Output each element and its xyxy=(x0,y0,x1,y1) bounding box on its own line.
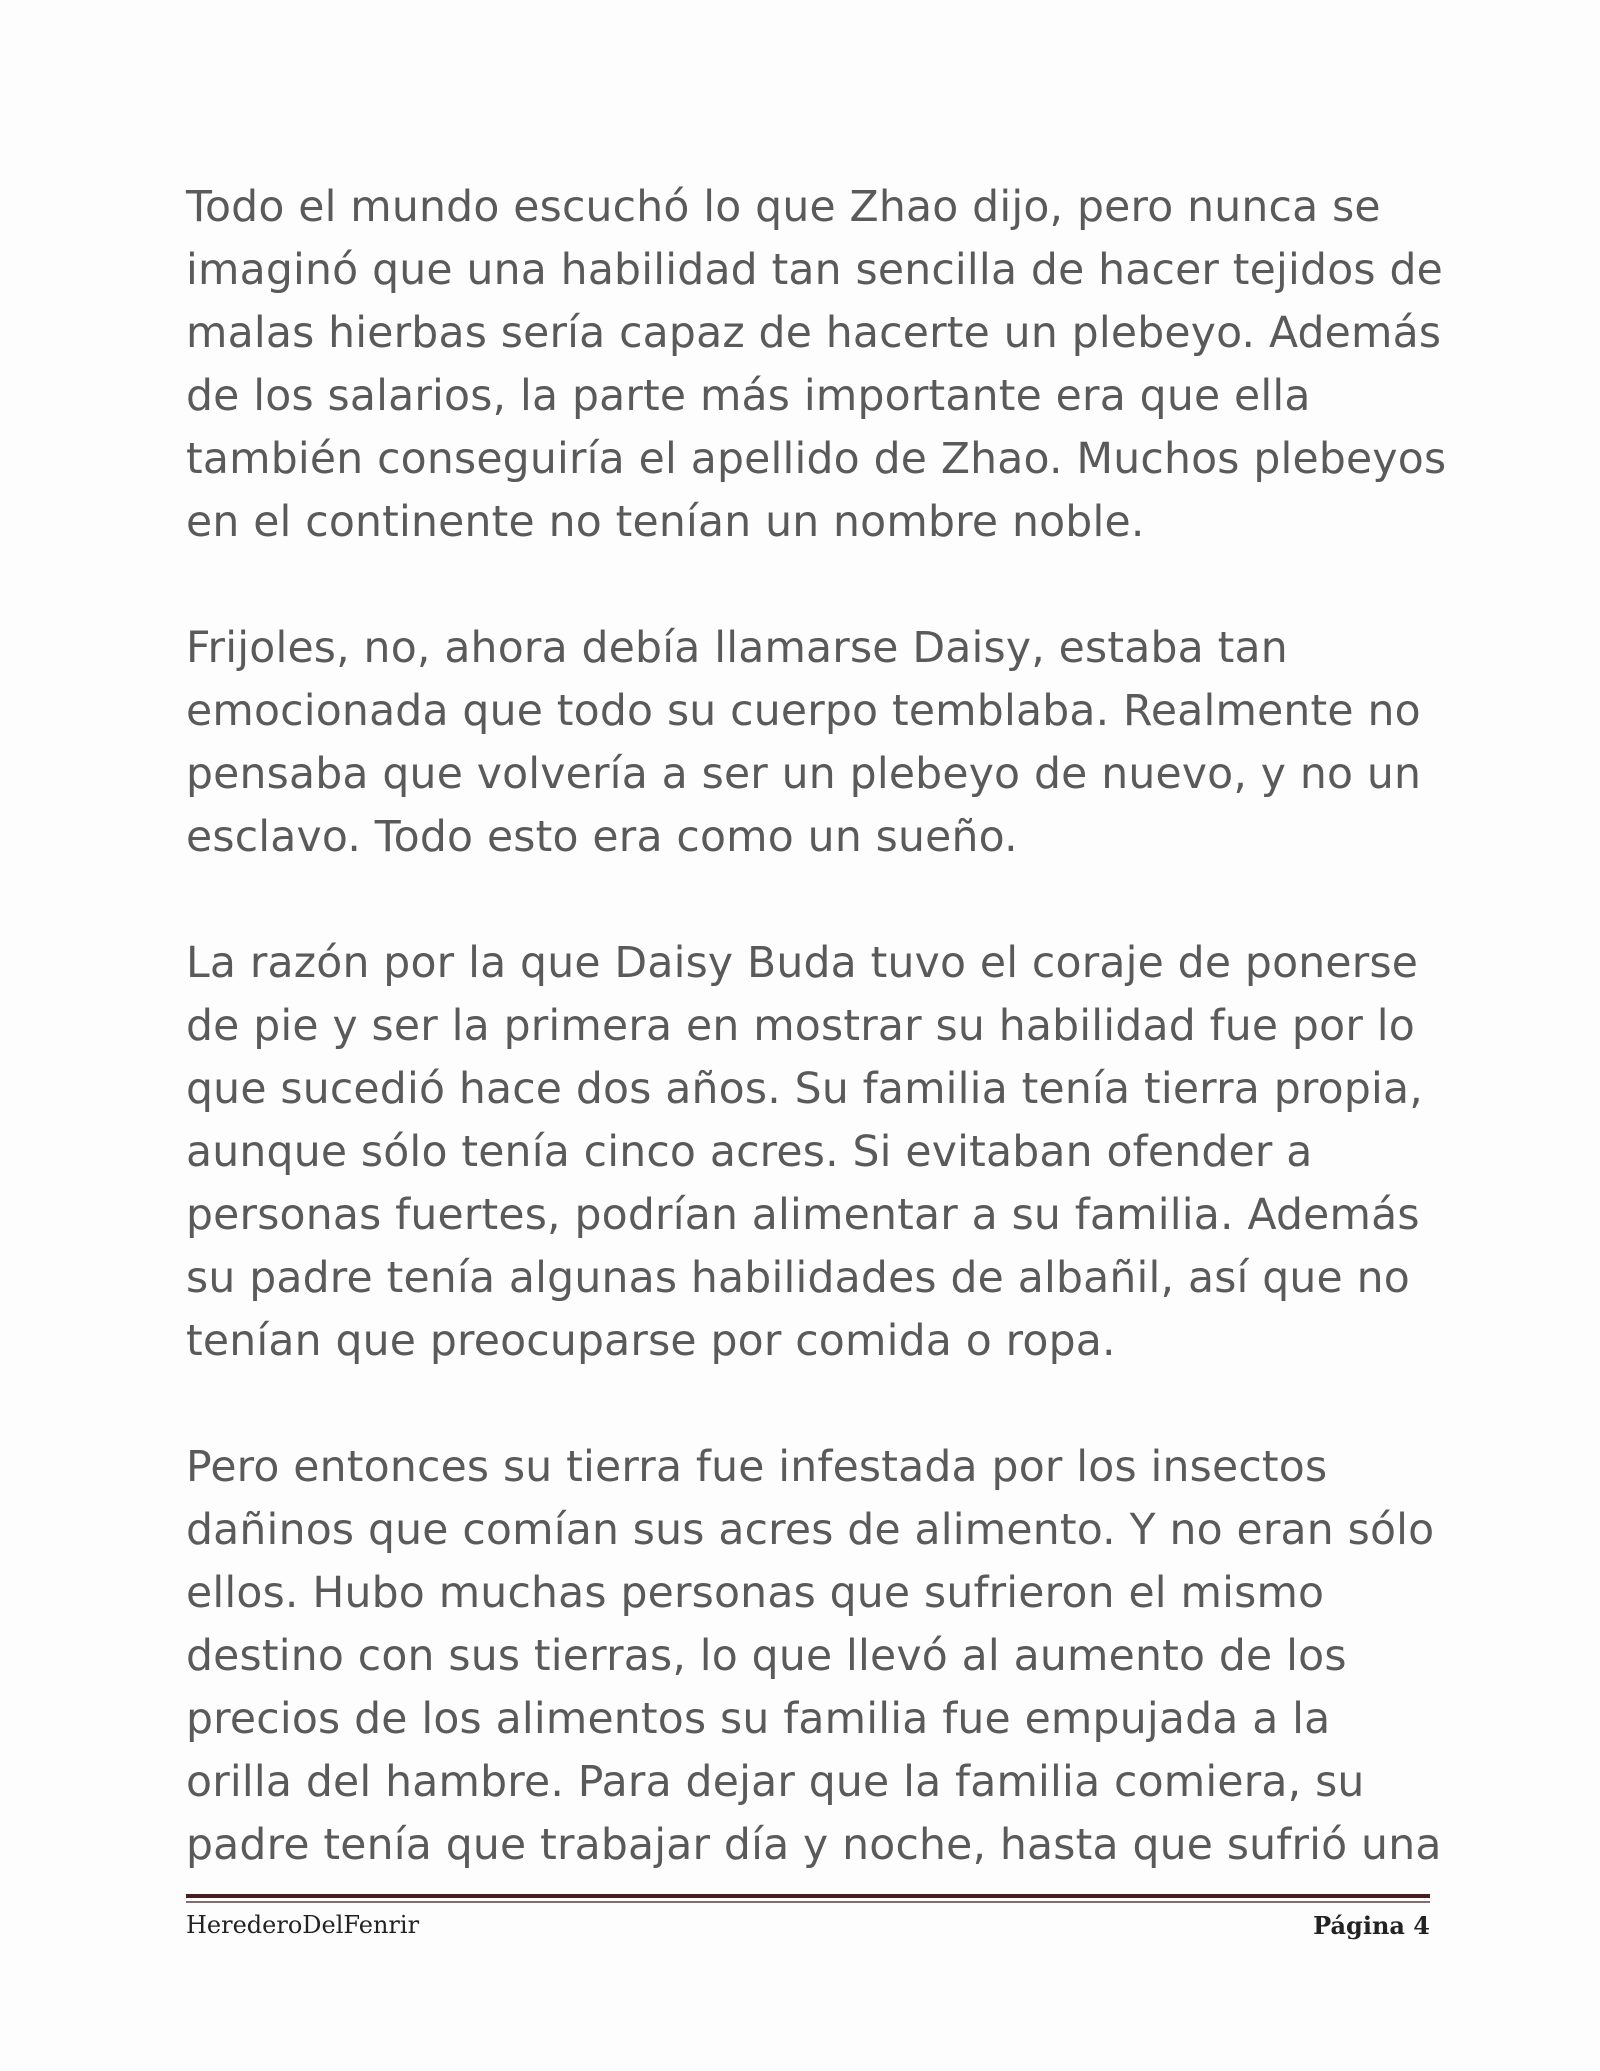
text-line: personas fuertes, podrían alimentar a su familia. Además xyxy=(186,1191,1420,1240)
page-footer xyxy=(186,1894,1430,1940)
text-line: orilla del hambre. Para dejar que la familia comiera, su xyxy=(186,1758,1365,1807)
paragraph xyxy=(186,176,1446,554)
paragraph xyxy=(186,617,1446,869)
text-line: emocionada que todo su cuerpo temblaba. Realmente no xyxy=(186,687,1421,736)
text-line: de los salarios, la parte más importante era que ella xyxy=(186,372,1311,421)
text-line: aunque sólo tenía cinco acres. Si evitaban ofender a xyxy=(186,1128,1313,1177)
text-line: imaginó que una habilidad tan sencilla de hacer tejidos de xyxy=(186,246,1443,295)
paragraph xyxy=(186,932,1446,1373)
footer-author: HerederoDelFenrir xyxy=(186,1911,420,1939)
footer-row xyxy=(186,1911,1430,1940)
paragraph xyxy=(186,1436,1446,1877)
text-line: precios de los alimentos su familia fue empujada a la xyxy=(186,1695,1331,1744)
text-line: en el continente no tenían un nombre noble. xyxy=(186,498,1145,547)
text-line: malas hierbas sería capaz de hacerte un plebeyo. Además xyxy=(186,309,1442,358)
text-line: pensaba que volvería a ser un plebeyo de nuevo, y no un xyxy=(186,750,1422,799)
text-line: esclavo. Todo esto era como un sueño. xyxy=(186,813,1018,862)
text-line: Pero entonces su tierra fue infestada por los insectos xyxy=(186,1443,1328,1492)
text-line: destino con sus tierras, lo que llevó al aumento de los xyxy=(186,1632,1347,1681)
text-line: que sucedió hace dos años. Su familia tenía tierra propia, xyxy=(186,1065,1423,1114)
text-line: Frijoles, no, ahora debía llamarse Daisy, estaba tan xyxy=(186,624,1288,673)
text-line: La razón por la que Daisy Buda tuvo el coraje de ponerse xyxy=(186,939,1419,988)
footer-divider-thin xyxy=(186,1901,1430,1903)
text-line: Todo el mundo escuchó lo que Zhao dijo, pero nunca se xyxy=(186,183,1381,232)
text-line: ellos. Hubo muchas personas que sufrieron el mismo xyxy=(186,1569,1325,1618)
text-line: padre tenía que trabajar día y noche, hasta que sufrió una xyxy=(186,1821,1442,1870)
text-line: su padre tenía algunas habilidades de albañil, así que no xyxy=(186,1254,1410,1303)
text-line: tenían que preocuparse por comida o ropa. xyxy=(186,1317,1116,1366)
text-line: de pie y ser la primera en mostrar su habilidad fue por lo xyxy=(186,1002,1415,1051)
text-line: también conseguiría el apellido de Zhao. Muchos plebeyos xyxy=(186,435,1447,484)
document-body xyxy=(186,176,1446,1940)
page-number: Página 4 xyxy=(1313,1911,1430,1940)
footer-divider xyxy=(186,1894,1430,1898)
text-line: dañinos que comían sus acres de alimento. Y no eran sólo xyxy=(186,1506,1435,1555)
